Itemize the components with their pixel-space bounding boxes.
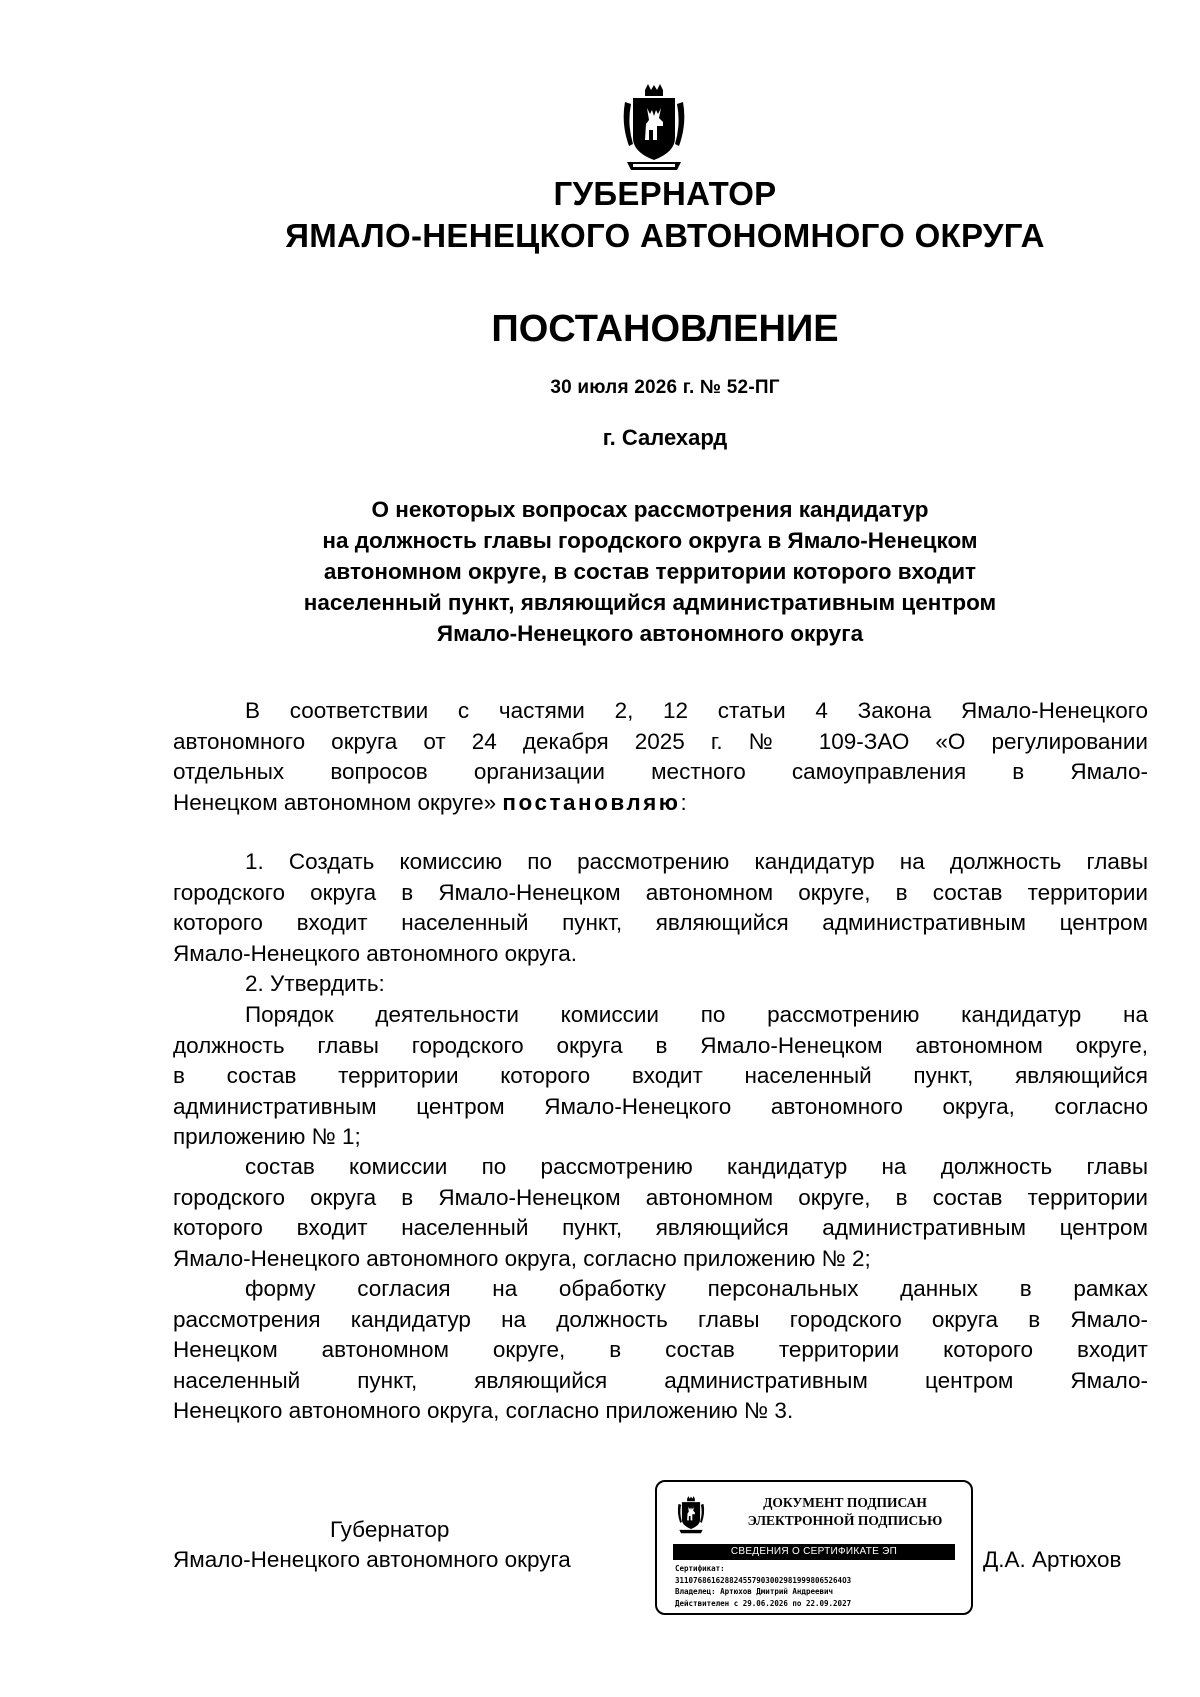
subject-line: Ямало-Ненецкого автономного округа: [436, 621, 864, 646]
stamp-heading-line: ЭЛЕКТРОННОЙ ПОДПИСЬЮ: [747, 1513, 943, 1528]
subject-line: на должность главы городского округа в Ямало-Ненецком: [322, 528, 978, 553]
authority-region: ЯМАЛО-НЕНЕЦКОГО АВТОНОМНОГО ОКРУГА: [285, 217, 1045, 254]
text-line: форму согласия на обработку персональных данных в рамках: [245, 1276, 1148, 1301]
text-line: в состав территории которого входит населенный пункт, являющийся: [173, 1063, 1148, 1088]
item-1-paragraph: [173, 847, 1148, 1000]
text-line: автономного округа от 24 декабря 2025 г. № 109-ЗАО «О регулировании: [173, 728, 1148, 754]
text-line: которого входит населенный пункт, являющийся административным центром: [173, 1215, 1148, 1240]
signatory-title: Губернатор: [330, 1517, 450, 1542]
cert-number: 3110768616288245579030029819998065264O3: [675, 1575, 852, 1585]
coat-of-arms-icon: [617, 84, 691, 176]
composition-paragraph: [173, 1152, 1148, 1274]
text-line: [173, 788, 1148, 819]
stamp-cert-info: [675, 1563, 965, 1609]
item-2-heading: 2. Утвердить:: [245, 971, 385, 996]
text-line: отдельных вопросов организации местного самоуправления в Ямало-: [173, 759, 1148, 784]
document-subject: [230, 494, 1070, 649]
text-line: 1. Создать комиссию по рассмотрению кандидатур на должность главы: [245, 849, 1148, 874]
document-type: ПОСТАНОВЛЕНИЕ: [491, 308, 839, 350]
consent-paragraph: [173, 1274, 1148, 1427]
text-line: административным центром Ямало-Ненецкого автономного округа, согласно: [173, 1093, 1148, 1119]
cert-validity: Действителен с 29.06.2026 по 22.09.2027: [675, 1598, 852, 1608]
coat-of-arms-icon: [675, 1496, 707, 1536]
preamble-paragraph: [173, 696, 1148, 818]
date-number: 30 июля 2026 г. № 52-ПГ: [550, 377, 780, 398]
text-line: рассмотрения кандидатур на должность главы городского округа в Ямало-: [173, 1306, 1148, 1332]
text-line: населенный пункт, являющийся административным центром Ямало-: [173, 1367, 1148, 1393]
city: г. Салехард: [602, 425, 728, 450]
text-line: Ненецком автономном округе, в состав территории которого входит: [173, 1337, 1148, 1362]
cert-owner: Владелец: Артюхов Дмитрий Андреевич: [675, 1587, 834, 1596]
text-line: В соответствии с частями 2, 12 статьи 4 Закона Ямало-Ненецкого: [245, 698, 1148, 723]
text-line: Ямало-Ненецкого автономного округа.: [173, 940, 578, 966]
stamp-heading-line: ДОКУМЕНТ ПОДПИСАН: [763, 1495, 927, 1510]
order-paragraph: [173, 1000, 1148, 1153]
text-line: городского округа в Ямало-Ненецком автономном округе, в состав территории: [173, 879, 1148, 905]
cert-label: Сертификат:: [675, 1564, 725, 1573]
text-line: Ненецкого автономного округа, согласно приложению № 3.: [173, 1398, 794, 1423]
text-line: которого входит населенный пункт, являющийся административным центром: [173, 910, 1148, 935]
signatory-region: Ямало-Ненецкого автономного округа: [173, 1547, 571, 1572]
authority-title: ГУБЕРНАТОР: [553, 175, 777, 212]
text-line: должность главы городского округа в Ямало-Ненецком автономном округе,: [173, 1032, 1148, 1058]
signatory-name: Д.А. Артюхов: [983, 1547, 1122, 1572]
text-line: Порядок деятельности комиссии по рассмотрению кандидатур на: [245, 1002, 1148, 1027]
text-line: Ямало-Ненецкого автономного округа, согласно приложению № 2;: [173, 1245, 871, 1271]
text-line: состав комиссии по рассмотрению кандидатур на должность главы: [245, 1154, 1148, 1179]
subject-line: О некоторых вопросах рассмотрения кандидатур: [371, 497, 929, 522]
text-line: городского округа в Ямало-Ненецком автономном округе, в состав территории: [173, 1184, 1148, 1210]
decision-word: постановляю: [502, 789, 681, 815]
text-line: приложению № 1;: [173, 1124, 361, 1149]
stamp-heading: [727, 1494, 963, 1530]
e-signature-stamp: [655, 1480, 973, 1615]
stamp-cert-bar: СВЕДЕНИЯ О СЕРТИФИКАТЕ ЭП: [673, 1544, 955, 1560]
subject-line: населенный пункт, являющийся административным центром: [303, 590, 997, 615]
subject-line: автономном округе, в состав территории которого входит: [323, 559, 977, 584]
text-segment: :: [680, 789, 687, 815]
text-segment: Ненецком автономном округе»: [173, 789, 497, 815]
